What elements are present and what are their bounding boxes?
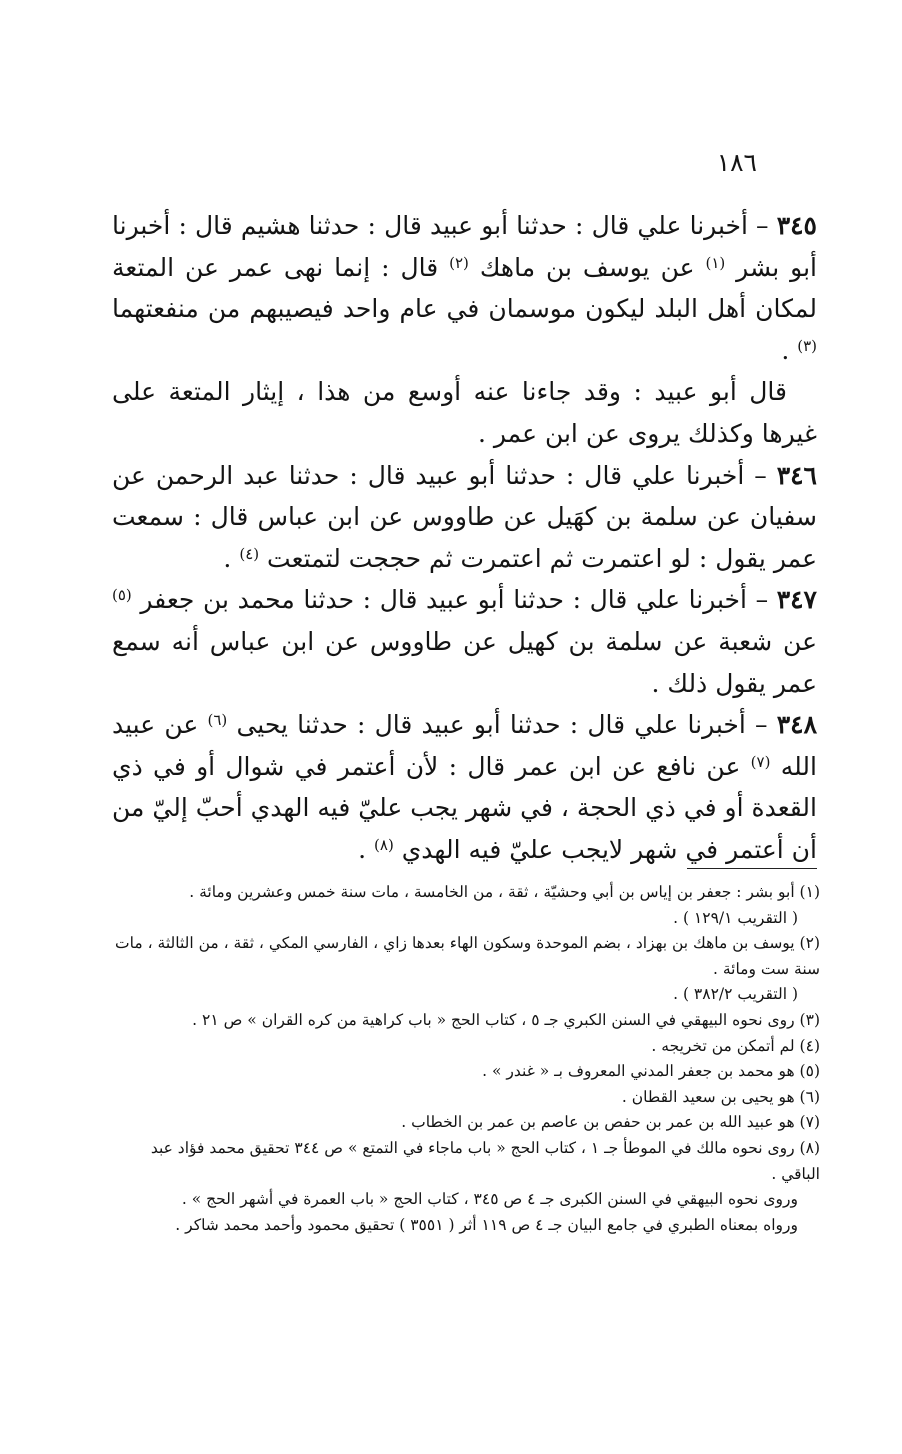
hadith-number: ٣٤٨	[776, 710, 818, 740]
hadith-number: ٣٤٥	[776, 211, 817, 240]
paragraph-text: قال : إنما نهى عمر عن المتعة لمكان أهل البلد ليكون موسمان في عام واحد فيصيبهم من منفعتهما	[112, 252, 817, 324]
paragraph-text: عن يوسف بن ماهك	[468, 252, 706, 282]
footnotes	[108, 880, 820, 1238]
footnote-1: (١) أبو بشر : جعفر بن إياس بن أبي وحشيّة ، ثقة ، من الخامسة ، مات سنة خمس وعشرين ومائة .	[189, 883, 820, 901]
footnote-marker[interactable]: (٦)	[207, 711, 228, 730]
footnote-8-continued: ورواه بمعناه الطبري في جامع البيان جـ ٤ ص ١١٩ أثر ( ٣٥٥١ ) تحقيق محمود وأحمد محمد شاكر .	[175, 1215, 798, 1234]
paragraph-347	[112, 579, 817, 704]
paragraph-text: عن عبيد الله	[112, 710, 817, 781]
paragraph-text: – أخبرنا علي قال : حدثنا أبو عبيد قال : حدثنا عبد الرحمن عن سفيان عن سلمة بن كهَيل عن طاووس عن ابن عباس قال : سمعت عمر يقول : لو اعتمرت ثم اعتمرت ثم حججت لتمتعت	[112, 460, 817, 573]
footnote-1-reference: ( التقريب ١٢٩/١ ) .	[673, 908, 798, 927]
footnote-5: (٥) هو محمد بن جعفر المدني المعروف بـ « غندر » .	[482, 1062, 820, 1081]
footnote-marker[interactable]: (٢)	[449, 253, 469, 272]
paragraph-text: – أخبرنا علي قال : حدثنا أبو عبيد قال : حدثنا يحيى	[227, 710, 777, 740]
paragraph-text: عن شعبة عن سلمة بن كهيل عن طاووس عن ابن عباس أنه سمع عمر يقول ذلك .	[112, 626, 817, 698]
paragraph-text: .	[223, 543, 240, 573]
hadith-number: ٣٤٧	[776, 585, 817, 615]
paragraph-text: قال أبو عبيد : وقد جاءنا عنه أوسع من هذا ، إيثار المتعة على غيرها وكذلك يروى عن ابن عمر .	[112, 377, 817, 448]
paragraph-text: – أخبرنا علي قال : حدثنا أبو عبيد قال : حدثنا محمد بن جعفر	[131, 585, 777, 615]
footnote-6: (٦) هو يحيى بن سعيد القطان .	[621, 1087, 820, 1106]
footnote-8-continued: وروى نحوه البيهقي في السنن الكبرى جـ ٤ ص ٣٤٥ ، كتاب الحج « باب العمرة في أشهر الحج » .	[181, 1190, 798, 1209]
footnote-marker[interactable]: (٣)	[797, 336, 817, 355]
hadith-number: ٣٤٦	[776, 460, 817, 490]
footnote-marker[interactable]: (٧)	[750, 752, 771, 771]
paragraph-text: عن نافع عن ابن عمر قال : لأن أعتمر في شوال أو في ذي القعدة أو في ذي الحجة ، في شهر يجب عليّ فيه الهدي أحبّ إليّ من أن أعتمر في شهر لايجب عليّ فيه الهدي	[112, 751, 817, 864]
footnote-8: (٨) روى نحوه مالك في الموطأ جـ ١ ، كتاب الحج « باب ماجاء في التمتع » ص ٣٤٤ تحقيق محمد فؤاد عبد الباقي .	[150, 1138, 820, 1183]
paragraph-commentary	[112, 371, 817, 454]
footnote-3: (٣) روى نحوه البيهقي في السنن الكبري جـ ٥ ، كتاب الحج « باب كراهية من كره القران » ص ٢١ .	[192, 1010, 820, 1029]
footnote-separator	[687, 868, 817, 869]
paragraph-348	[112, 704, 817, 870]
footnote-7: (٧) هو عبيد الله بن عمر بن حفص بن عاصم بن عمر بن الخطاب .	[401, 1113, 820, 1132]
footnote-4: (٤) لم أتمكن من تخريجه .	[651, 1036, 820, 1055]
paragraph-345	[112, 205, 817, 371]
page-number: ١٨٦	[716, 148, 757, 177]
footnote-marker[interactable]: (٤)	[239, 544, 260, 563]
footnote-2: (٢) يوسف بن ماهك بن بهزاد ، بضم الموحدة وسكون الهاء بعدها زاي ، الفارسي المكي ، ثقة ، من الثالثة ، مات سنة ست ومائة .	[115, 934, 820, 978]
footnote-marker[interactable]: (١)	[705, 253, 726, 272]
footnote-2-reference: ( التقريب ٣٨٢/٢ ) .	[673, 985, 798, 1004]
footnote-marker[interactable]: (٥)	[112, 586, 132, 605]
paragraph-text: .	[358, 834, 375, 864]
paragraph-346	[112, 455, 817, 580]
paragraph-text: .	[781, 335, 798, 365]
paragraph-text: – أخبرنا علي قال : حدثنا أبو عبيد قال : حدثنا هشيم قال : أخبرنا أبو بشر	[112, 211, 817, 282]
main-text	[112, 205, 817, 871]
footnote-marker[interactable]: (٨)	[374, 835, 394, 854]
